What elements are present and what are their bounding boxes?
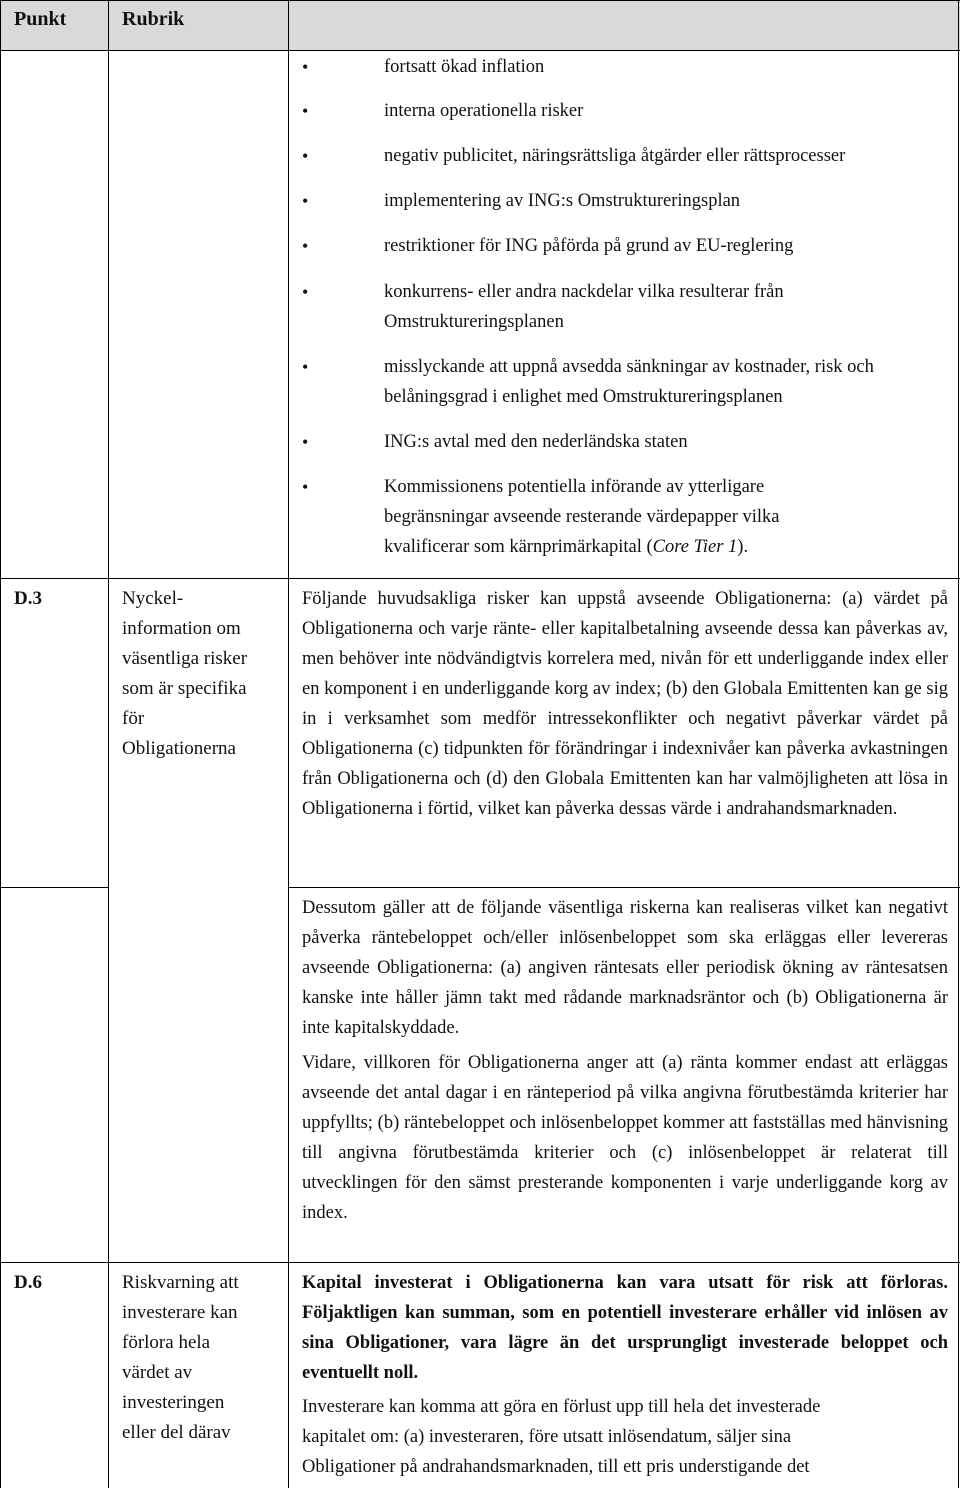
bullet-icon: • (302, 146, 309, 166)
core-tier-1-term: Core Tier 1 (652, 537, 738, 557)
header-punkt: Punkt (14, 8, 67, 30)
bullet-icon: • (302, 191, 309, 211)
rubrik-d6: Riskvarning att investerare kan förlora hela värdet av investeringen eller del därav (122, 1272, 239, 1443)
d6-paragraph: Investerare kan komma att göra en förlust upp till hela det investerade kapitalet om: (a) investeraren, före utsatt inlösendatum, säljer sina Obligationer på andrahandsmarknaden, till ett pris understigande det (302, 1397, 821, 1477)
bullet-icon: • (302, 57, 309, 77)
rubrik-d3: Nyckel- information om väsentliga risker som är specifika för Obligationerna (122, 588, 248, 759)
d6-bold-warning: Kapital investerat i Obligationerna kan vara utsatt för risk att förloras. Följaktligen kan summan, som en potentiell investerare erhåller vid inlösen av sina Obligationer, vara lägre än det ursprungligt investerade beloppet och eventuellt noll. (302, 1273, 948, 1383)
punkt-d3: D.3 (14, 588, 42, 609)
col-divider-2 (288, 0, 289, 1488)
bullet-icon: • (302, 357, 309, 377)
row-divider-2 (0, 887, 108, 888)
punkt-d6: D.6 (14, 1272, 42, 1293)
d3-paragraph-1: Följande huvudsakliga risker kan uppstå avseende Obligationerna: (a) värdet på Obligationerna och varje ränte- eller kapitalbetalning avseende dessa kan påverkas av, men behöver inte nödvändigtvis korrelera med, nivån för ett underliggande index eller en komponent i en underliggande korg av index; (b) den Globala Emittenten kan ge sig in i verksamhet som medför intressekonflikter och negativt påverkar värdet på Obligationerna (c) tidpunkten för förändringar i indexnivåer kan påverka avkastningen från Obligationerna och (d) den Globala Emittenten kan har valmöjligheten att lösa in Obligationerna i förtid, vilket kan påverka dessas värde i andrahandsmarknaden. (302, 589, 948, 819)
d3-paragraph-3: Vidare, villkoren för Obligationerna anger att (a) ränta kommer endast att erläggas avseende det antal dagar i en ränteperiod på vilka angivna förutbestämda kriterier har uppfyllts; (b) räntebeloppet och inlösenbeloppet kommer att fastställas med hänvisning till angivna förutbestämda kriterier och (c) inlösenbeloppet är relaterat till utvecklingen för den sämst presterande komponenten i varje underliggande korg av index. (302, 1053, 948, 1223)
bullet-icon: • (302, 432, 309, 452)
bullet-icon: • (302, 477, 309, 497)
header-rubrik: Rubrik (122, 8, 185, 30)
row-divider-2b (288, 887, 960, 888)
table-top-border (0, 0, 960, 1)
row-divider-3 (0, 1262, 960, 1263)
bullet-icon: • (302, 282, 309, 302)
row-divider-1 (0, 578, 960, 579)
d3-paragraph-2: Dessutom gäller att de följande väsentliga riskerna kan realiseras vilket kan negativt påverka räntebeloppet och/eller inlösenbeloppet som ska erläggas eller levereras avseende Obligationerna: (a) angiven räntesats eller periodisk ökning av räntesatsen kanske inte håller jämn takt med rådande marknadsräntor och (b) Obligationerna är inte kapitalskyddade. (302, 898, 948, 1038)
table-left-border (0, 0, 1, 1488)
bullet-icon: • (302, 236, 309, 256)
table-right-border (958, 0, 959, 1488)
risk-bullet-list: • fortsatt ökad inflation • interna operationella risker • negativ publicitet, näringsrättsliga åtgärder eller rättsprocesser • implementering av ING:s Omstruktureringsplan • restriktioner för ING påförda på grund av EU-reglering • konkurrens- eller andra nackdelar vilka resulterar från Omstruktureringsplanen • misslyckande att uppnå avsedda sänkningar av kostnader, risk och belåningsgrad i enlighet med Omstruktureringsplanen • ING:s avtal med den nederländska staten • Kommissionens potentiella införande av ytterligare begränsningar avseende resterande värdepapper vilka kvalificerar som kärnprimärkapital (Core Tier 1). (302, 50, 952, 570)
col-divider-1 (108, 0, 109, 1488)
bullet-icon: • (302, 101, 309, 121)
